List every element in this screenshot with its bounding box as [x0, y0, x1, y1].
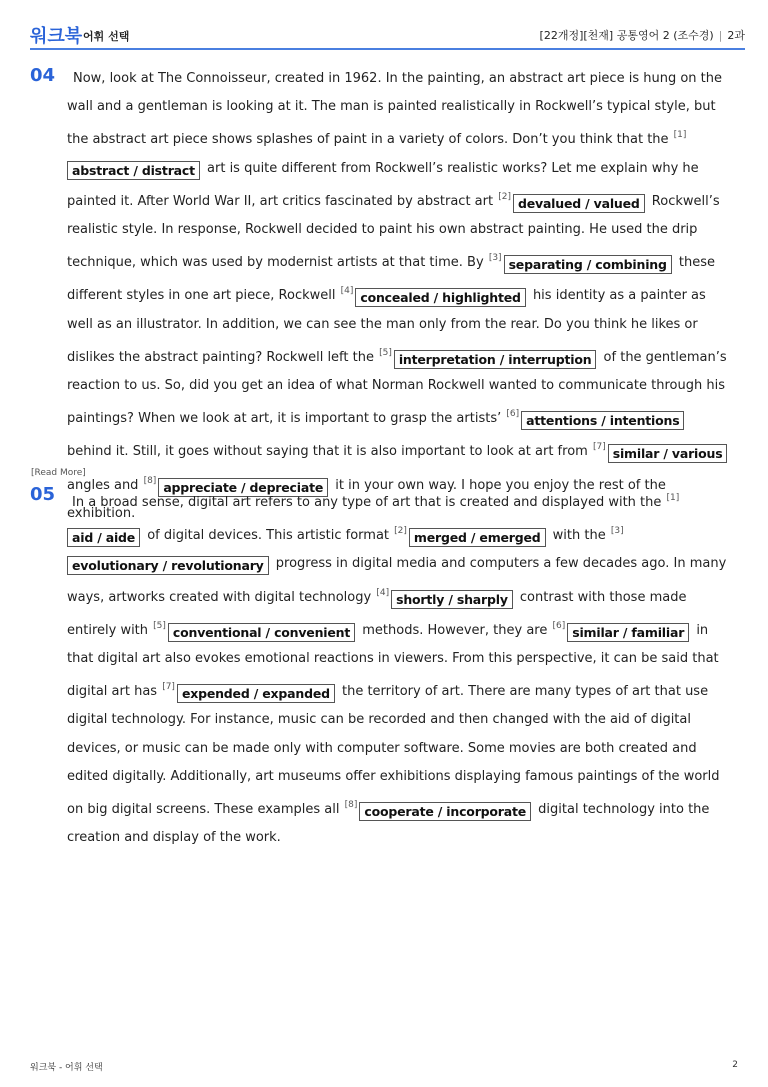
footnote-marker: [3] — [488, 253, 502, 264]
vocab-choice-box[interactable]: similar / familiar — [567, 623, 689, 642]
passage-number: 04 — [30, 65, 56, 86]
footnote-marker: [1] — [666, 493, 680, 503]
passage-text: these different styles in one art piece, Rockwell — [67, 255, 715, 304]
passage-text: Rockwell’s realistic style. In response, Rockwell decided to paint his own abstract painting. He used the drip technique, which was used by modernist artists at that time. By — [67, 193, 720, 271]
passage-number: 05 — [30, 484, 56, 505]
section-subtitle: 어휘 선택 — [83, 30, 130, 43]
passage-text: progress in digital media and computers a few decades ago. In many ways, artworks created with digital technology — [67, 556, 727, 605]
passage-text: of digital devices. This artistic format — [143, 528, 394, 544]
page-header — [30, 20, 745, 50]
passage-text: it in your own way. I hope you enjoy the rest of the exhibition. — [67, 477, 666, 521]
footnote-marker: [6] — [506, 409, 520, 420]
vocab-choice-box[interactable]: separating / combining — [504, 255, 672, 274]
footnote-marker: [5] — [153, 620, 166, 631]
passage-text: behind it. Still, it goes without saying that it is also important to look at art from — [67, 444, 592, 460]
footnote-marker: [2] — [394, 526, 407, 537]
vocab-choice-box[interactable]: aid / aide — [67, 528, 140, 547]
passage-text: digital technology into the creation and display of the work. — [67, 802, 710, 846]
passage-text: angles and — [67, 477, 143, 493]
passage-text: his identity as a painter as well as an illustrator. In addition, we can see the man only from the rear. Do you think he likes or dislikes the abstract painting? Rockwell left the — [67, 288, 706, 365]
course-title: [22개정][천재] 공통영어 2 (조수경) — [539, 29, 714, 42]
passage-text: of the gentleman’s reaction to us. So, did you get an idea of what Norman Rockwell wanted to communicate through his paintings? When we look at art, it is important to grasp the artists’ — [67, 349, 727, 427]
footnote-marker: [4] — [376, 587, 390, 598]
passage-text: In a broad sense, digital art refers to any type of art that is created and displayed with the — [72, 495, 666, 510]
vocab-choice-box[interactable]: expended / expanded — [177, 684, 335, 703]
read-more-label: [Read More] — [31, 468, 86, 478]
passage-text: with the — [548, 528, 610, 544]
course-info — [540, 27, 745, 43]
vocab-choice-box[interactable]: interpretation / interruption — [394, 350, 597, 369]
brand-title: 워크북 — [30, 26, 83, 47]
passage-text: art is quite different from Rockwell’s realistic works? Let me explain why he painted it. After World War II, art critics fascinated by abstract art — [67, 160, 699, 209]
header-separator: | — [718, 29, 723, 42]
footnote-marker: [7] — [162, 682, 175, 693]
vocab-choice-box[interactable]: devalued / valued — [513, 194, 645, 213]
passage-05 — [30, 484, 735, 852]
footnote-marker: [7] — [592, 442, 606, 453]
lesson-label: 2과 — [727, 29, 745, 42]
passage-text: the territory of art. There are many types of art that use digital technology. For instance, music can be recorded and then changed with the aid of digital devices, or music can be made only with computer software. Some movies are both created and edited digitally. Additionally, art museums offer exhibitions displaying famous paintings of the world on big digital screens. These examples all — [67, 684, 720, 818]
passage-text: in that digital art also evokes emotional reactions in viewers. From this perspective, it can be said that digital art has — [67, 622, 719, 700]
footnote-marker: [2] — [498, 191, 511, 202]
page-number: 2 — [732, 1060, 738, 1070]
passage-text: Now, look at The Connoisseur, created in 1962. In the painting, an abstract art piece is hung on the wall and a gentleman is looking at it. The man is painted realistically in Rockwell’s typical style, but the abstract art piece shows splashes of paint in a variety of colors. Don’t you think that the — [67, 71, 722, 148]
footnote-marker: [8] — [344, 800, 358, 811]
passage-text: methods. However, they are — [358, 622, 552, 638]
footnote-marker: [3] — [610, 526, 624, 537]
vocab-choice-box[interactable]: shortly / sharply — [391, 590, 513, 609]
vocab-choice-box[interactable]: similar / various — [608, 444, 728, 463]
footnote-marker: [4] — [340, 286, 354, 297]
footnote-marker: [1] — [673, 130, 687, 141]
footer-label: 워크북 - 어휘 선택 — [30, 1063, 103, 1073]
vocab-choice-box[interactable]: attentions / intentions — [521, 411, 684, 430]
footnote-marker: [6] — [552, 620, 566, 631]
footnote-marker: [8] — [143, 475, 157, 486]
vocab-choice-box[interactable]: conventional / convenient — [168, 623, 355, 642]
footnote-marker: [5] — [379, 347, 392, 358]
vocab-choice-box[interactable]: cooperate / incorporate — [359, 802, 531, 821]
passage-text: contrast with those made entirely with — [67, 589, 687, 638]
vocab-choice-box[interactable]: appreciate / depreciate — [158, 478, 328, 497]
vocab-choice-box[interactable]: abstract / distract — [67, 161, 200, 180]
vocab-choice-box[interactable]: merged / emerged — [409, 528, 546, 547]
vocab-choice-box[interactable]: evolutionary / revolutionary — [67, 556, 269, 575]
vocab-choice-box[interactable]: concealed / highlighted — [355, 288, 525, 307]
